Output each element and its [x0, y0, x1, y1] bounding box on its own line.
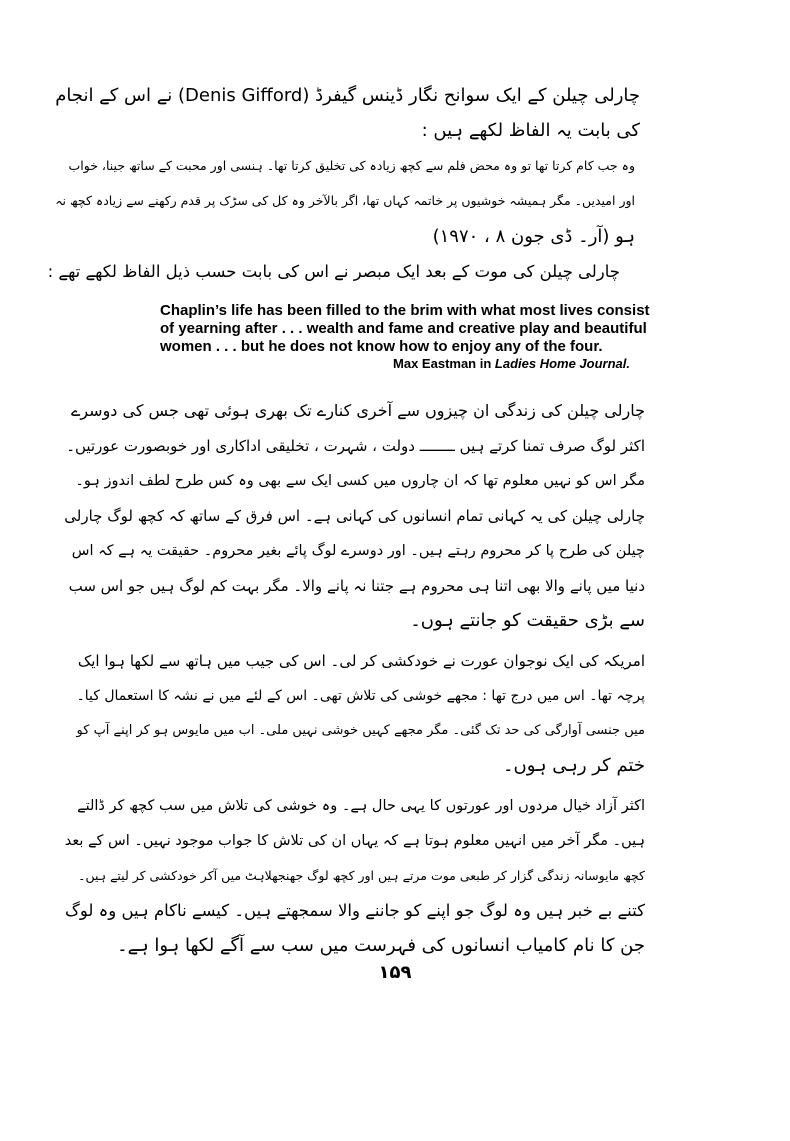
- para3-line-2: ہیں۔ مگر آخر میں انہیں معلوم ہوتا ہے کہ یہاں ان کی تلاش کا جواب موجود نہیں۔ اس کے بعد: [64, 833, 645, 849]
- english-quote-line-3: women . . . but he does not know how to enjoy any of the four.: [160, 338, 603, 355]
- para3-line-1: اکثر آزاد خیال مردوں اور عورتوں کا یہی حال ہے۔ وہ خوشی کی تلاش میں سب کچھ کر ڈالتے: [77, 798, 645, 814]
- quote1-line-3: ہو (آر۔ ڈی جون ۸ ، ۱۹۷۰): [432, 226, 635, 247]
- english-quote-line-1: Chaplin’s life has been filled to the brim with what most lives consist: [160, 302, 650, 319]
- intro-line-1: چارلی چیلن کے ایک سوانح نگار ڈینس گیفرڈ (Denis Gifford) نے اس کے انجام: [55, 85, 640, 106]
- attribution-name: Max Eastman in: [393, 356, 495, 371]
- para1-line-2: اکثر لوگ صرف تمنا کرتے ہیں ــــــــ دولت ، شہرت ، تخلیقی اداکاری اور خوبصورت عورتیں۔: [66, 437, 645, 455]
- intro-line-2: کی بابت یہ الفاظ لکھے ہیں :: [421, 120, 640, 141]
- para2-line-3: میں جنسی آوارگی کی حد تک گئی۔ مگر مجھے کہیں خوشی نہیں ملی۔ اب میں مایوس ہو کر اپنے آپ کو: [76, 723, 645, 738]
- para1-line-6: دنیا میں پانے والا بھی اتنا ہی محروم ہے جتنا نہ پانے والا۔ مگر بہت کم لوگ ہیں جو اس سب: [68, 577, 645, 595]
- attribution-source: Ladies Home Journal.: [494, 356, 630, 371]
- quote1-line-1: وہ جب کام کرتا تھا تو وہ محض فلم سے کچھ زیادہ کی تخلیق کرتا تھا۔ ہنسی اور محبت کے ساتھ جینا، خواب: [68, 158, 635, 173]
- para2-line-1: امریکہ کی ایک نوجوان عورت نے خودکشی کر لی۔ اس کی جیب میں ہاتھ سے لکھا ہوا ایک: [77, 652, 645, 670]
- para1-line-3: مگر اس کو نہیں معلوم تھا کہ ان چاروں میں کسی ایک سے بھی وہ کس طرح لطف اندوز ہو۔: [75, 473, 645, 489]
- intro2: چارلی چیلن کی موت کے بعد ایک مبصر نے اس کی بابت حسب ذیل الفاظ لکھے تھے :: [47, 262, 620, 281]
- page-number: ۱۵۹: [378, 962, 412, 983]
- english-quote-line-2: of yearning after . . . wealth and fame and creative play and beautiful: [160, 320, 647, 337]
- para1-line-4: چارلی چیلن کی یہ کہانی تمام انسانوں کی کہانی ہے۔ اس فرق کے ساتھ کہ کچھ لوگ چارلی: [64, 507, 645, 525]
- para4-line-1: کتنے بے خبر ہیں وہ لوگ جو اپنے کو جاننے والا سمجھتے ہیں۔ کیسے ناکام ہیں وہ لوگ: [65, 901, 645, 920]
- para2-line-4: ختم کر رہی ہوں۔: [502, 755, 645, 776]
- para1-line-1: چارلی چیلن کی زندگی ان چیزوں سے آخری کنارے تک بھری ہوئی تھی جس کی دوسرے: [70, 401, 645, 420]
- para2-line-2: پرچہ تھا۔ اس میں درج تھا : مجھے خوشی کی تلاش تھی۔ اس کے لئے میں نے نشہ کا استعمال کیا۔: [76, 688, 645, 704]
- para3-line-3: کچھ مایوسانہ زندگی گزار کر طبعی موت مرتے ہیں اور کچھ لوگ جھنجھلاہٹ میں آکر خودکشی کر لیتے ہیں۔: [78, 868, 645, 883]
- quote1-line-2: اور امیدیں۔ مگر ہمیشہ خوشیوں پر خاتمہ کہاں تھا، اگر بالآخر وہ کل کی سڑک پر قدم رکھنے سے زیادہ کچھ نہ: [55, 193, 635, 208]
- para1-line-7: سے بڑی حقیقت کو جانتے ہوں۔: [410, 610, 645, 631]
- para1-line-5: چیلن کی طرح پا کر محروم رہتے ہیں۔ اور دوسرے لوگ پائے بغیر محروم۔ حقیقت یہ ہے کہ اس: [71, 543, 645, 559]
- para4-line-2: جن کا نام کامیاب انسانوں کی فہرست میں سب سے آگے لکھا ہوا ہے۔: [117, 935, 645, 956]
- english-quote-attribution: [393, 356, 630, 371]
